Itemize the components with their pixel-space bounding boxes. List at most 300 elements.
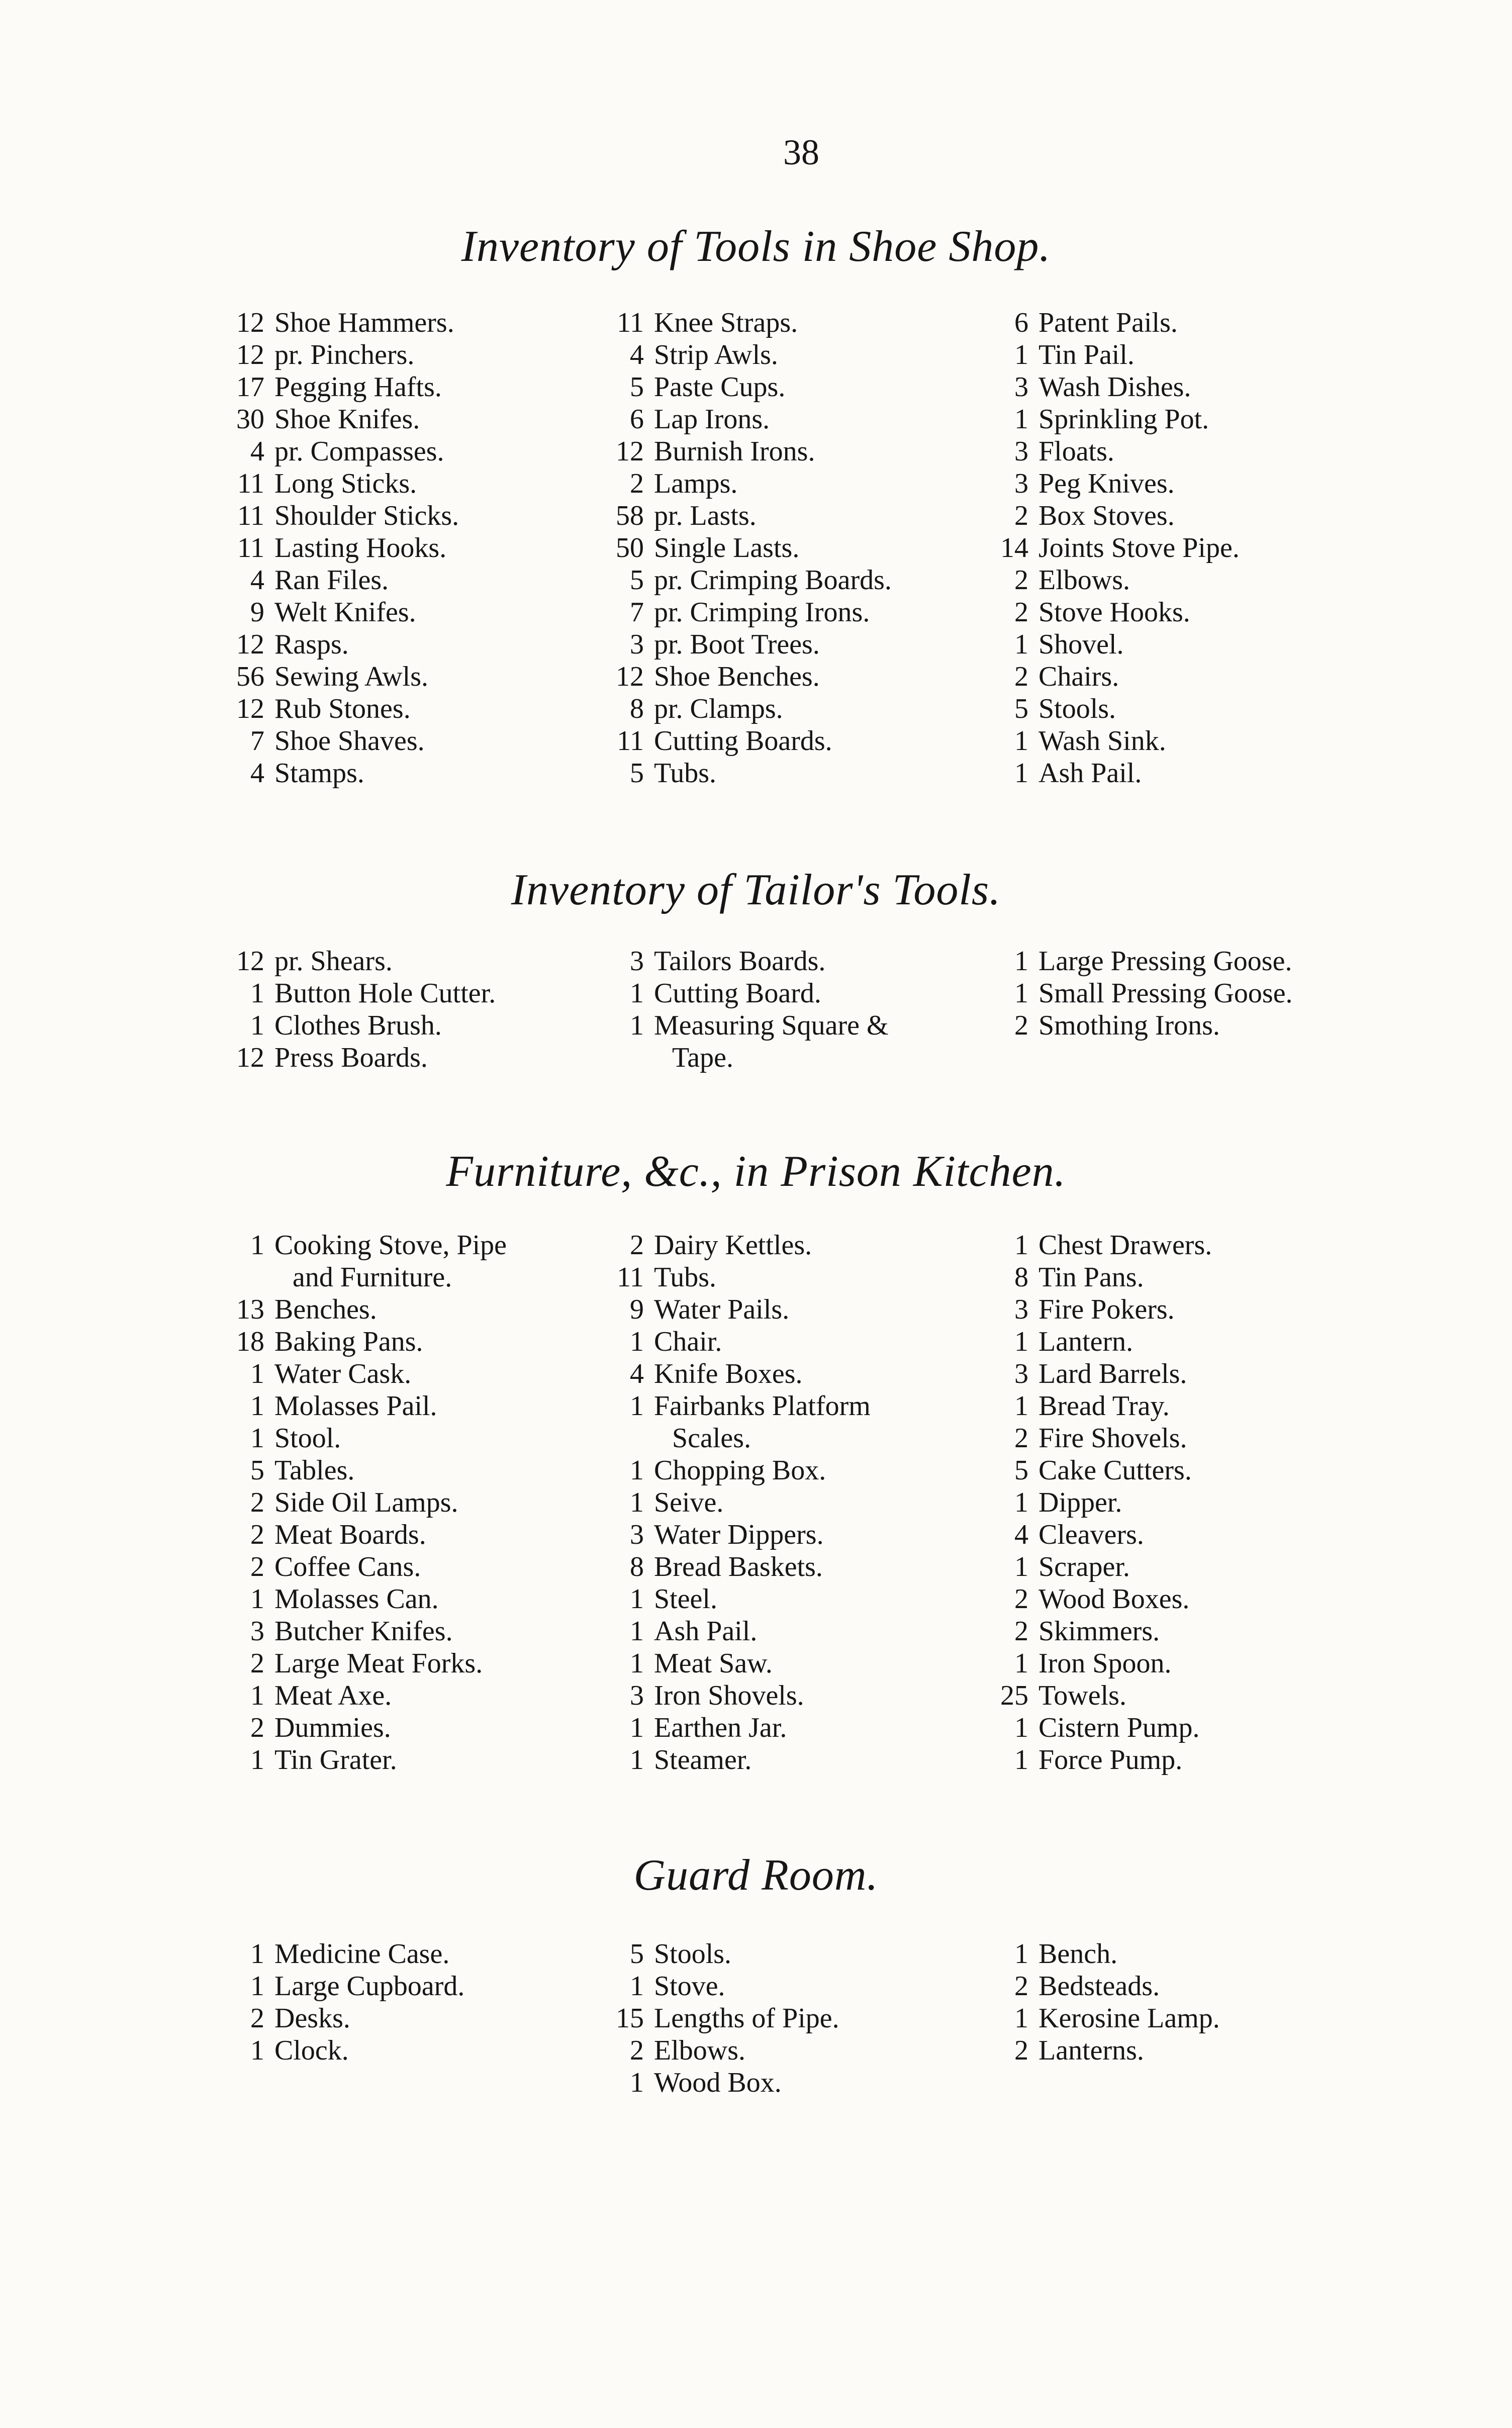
item-quantity: 2 [250,1519,264,1550]
item-quantity: 1 [1014,1487,1028,1518]
inventory-item [596,596,892,628]
item-name: Chest Drawers. [1038,1230,1212,1261]
item-quantity: 3 [630,629,644,660]
inventory-item [596,371,892,403]
item-quantity: 3 [1014,1358,1028,1389]
item-quantity: 8 [630,693,644,724]
item-quantity: 5 [630,371,644,403]
item-quantity: 1 [630,1712,644,1743]
inventory-item [216,1358,507,1390]
item-name: Shoe Shaves. [274,725,425,757]
inventory-item [216,371,459,403]
inventory-item [596,468,892,500]
item-name: Stool. [274,1423,341,1454]
item-name: Ash Pail. [654,1616,758,1647]
inventory-item [980,1261,1212,1293]
inventory-item [216,1422,507,1454]
inventory-item [980,307,1240,339]
item-quantity: 1 [1014,1938,1028,1970]
inventory-item [980,977,1293,1009]
inventory-item [980,500,1240,532]
item-name: Iron Shovels. [654,1680,804,1711]
item-name: Clock. [274,2035,349,2066]
inventory-item [596,757,892,789]
inventory-item [596,1261,871,1293]
item-quantity: 2 [250,1487,264,1518]
item-name: Knife Boxes. [654,1358,803,1389]
inventory-item [216,532,459,564]
item-quantity: 3 [1014,1294,1028,1325]
item-name: Single Lasts. [654,532,800,564]
item-name: pr. Crimping Irons. [654,597,870,628]
item-quantity: 5 [1014,693,1028,724]
item-name: Bench. [1038,1938,1118,1970]
item-quantity: 2 [1014,2035,1028,2066]
section-title: Furniture, &c., in Prison Kitchen. [446,1147,1066,1196]
item-name: Paste Cups. [654,371,786,403]
item-quantity: 58 [616,500,644,531]
inventory-item [980,532,1240,564]
inventory-item [596,403,892,435]
item-quantity: 2 [250,1712,264,1743]
item-name: Scraper. [1038,1551,1130,1582]
inventory-item [216,564,459,596]
inventory-item [596,2002,839,2034]
item-name: Shoe Benches. [654,661,820,692]
item-name: Tape. [672,1042,734,1073]
item-quantity: 5 [630,565,644,596]
inventory-item [216,2002,464,2034]
inventory-item [596,977,889,1009]
item-quantity: 2 [1014,1010,1028,1041]
inventory-item [596,1583,871,1615]
item-quantity: 1 [630,1744,644,1776]
inventory-item [980,1229,1212,1261]
item-name: Scales. [672,1423,751,1454]
item-quantity: 11 [237,500,264,531]
item-quantity: 12 [236,693,264,724]
item-quantity [596,1042,654,1074]
inventory-item [216,1583,507,1615]
item-quantity: 12 [616,436,644,467]
item-name: pr. Clamps. [654,693,783,724]
inventory-item [596,339,892,371]
inventory-item [980,1615,1212,1647]
item-quantity: 1 [1014,629,1028,660]
item-quantity: 3 [1014,468,1028,499]
item-quantity: 2 [1014,500,1028,531]
inventory-item [980,945,1293,977]
item-name: Earthen Jar. [654,1712,787,1743]
item-name: Pegging Hafts. [274,371,442,403]
item-quantity: 3 [1014,371,1028,403]
inventory-item [980,1009,1293,1042]
item-quantity: 5 [1014,1455,1028,1486]
item-quantity: 3 [630,1680,644,1711]
inventory-item [980,1390,1212,1422]
item-quantity: 2 [630,2035,644,2066]
item-quantity: 12 [236,946,264,977]
item-quantity: 2 [630,1230,644,1261]
inventory-column [596,307,892,789]
item-name: Tubs. [654,1262,717,1293]
inventory-item [216,1009,496,1042]
item-quantity: 1 [1014,1390,1028,1422]
item-quantity: 12 [236,1042,264,1073]
item-name: pr. Shears. [274,946,393,977]
inventory-item [596,1422,871,1454]
item-quantity: 8 [1014,1262,1028,1293]
item-name: and Furniture. [293,1262,452,1293]
item-quantity [216,1261,274,1293]
inventory-item [980,1519,1212,1551]
item-name: Dummies. [274,1712,391,1743]
inventory-item [596,725,892,757]
page-number: 38 [783,132,819,172]
item-quantity: 15 [616,2003,644,2034]
item-name: pr. Lasts. [654,500,757,531]
item-quantity: 11 [237,468,264,499]
item-quantity: 1 [250,978,264,1009]
item-name: Lanterns. [1038,2035,1144,2066]
item-name: Elbows. [654,2035,745,2066]
inventory-item [216,307,459,339]
inventory-item [596,1358,871,1390]
inventory-item [596,2067,839,2099]
inventory-column [980,307,1240,789]
item-name: Wash Sink. [1038,725,1166,757]
item-name: Ran Files. [274,565,389,596]
inventory-item [980,725,1240,757]
item-name: Smothing Irons. [1038,1010,1220,1041]
inventory-column [216,1229,507,1776]
inventory-column [980,945,1293,1042]
item-quantity: 1 [1014,946,1028,977]
item-quantity: 1 [1014,339,1028,370]
item-quantity: 13 [236,1294,264,1325]
item-quantity: 1 [1014,2003,1028,2034]
item-quantity: 1 [1014,1648,1028,1679]
item-quantity: 1 [250,1971,264,2002]
item-quantity: 1 [250,1938,264,1970]
item-quantity: 2 [250,1551,264,1582]
inventory-column [216,945,496,1074]
item-name: Stove Hooks. [1038,597,1190,628]
item-name: Press Boards. [274,1042,428,1073]
item-quantity: 4 [1014,1519,1028,1550]
inventory-item [980,1679,1212,1712]
item-quantity: 1 [630,1390,644,1422]
inventory-column [216,307,459,789]
item-quantity: 9 [250,597,264,628]
item-quantity: 8 [630,1551,644,1582]
inventory-item [980,1551,1212,1583]
item-name: Towels. [1038,1680,1126,1711]
item-quantity: 5 [630,758,644,789]
inventory-column [596,1938,839,2099]
item-quantity: 1 [1014,978,1028,1009]
inventory-item [216,468,459,500]
section-title: Guard Room. [633,1851,879,1900]
item-quantity: 6 [1014,307,1028,338]
item-name: Lap Irons. [654,404,770,435]
item-quantity: 2 [1014,565,1028,596]
inventory-item [980,1358,1212,1390]
item-name: Peg Knives. [1038,468,1175,499]
item-quantity: 1 [630,978,644,1009]
item-name: Chairs. [1038,661,1119,692]
inventory-item [980,468,1240,500]
inventory-item [596,1229,871,1261]
inventory-item [596,1519,871,1551]
item-quantity: 4 [250,436,264,467]
item-quantity: 11 [617,307,644,338]
item-name: Box Stoves. [1038,500,1175,531]
inventory-item [596,1009,889,1042]
item-quantity: 2 [250,2003,264,2034]
item-name: Water Cask. [274,1358,412,1389]
item-quantity: 1 [1014,758,1028,789]
item-quantity: 1 [630,1010,644,1041]
item-name: Measuring Square & [654,1010,889,1041]
section-title: Inventory of Tools in Shoe Shop. [461,222,1051,271]
inventory-item [216,1647,507,1679]
item-name: Stools. [654,1938,732,1970]
item-name: Wash Dishes. [1038,371,1191,403]
inventory-item [596,564,892,596]
item-name: Strip Awls. [654,339,778,370]
inventory-item [216,757,459,789]
item-name: Water Dippers. [654,1519,824,1550]
item-name: Tailors Boards. [654,946,826,977]
item-name: Cake Cutters. [1038,1455,1192,1486]
item-name: Shoe Hammers. [274,307,454,338]
inventory-item [216,1293,507,1326]
inventory-item [596,628,892,661]
item-quantity: 1 [630,1326,644,1357]
item-quantity: 1 [250,1583,264,1615]
inventory-item [216,435,459,468]
inventory-item [596,661,892,693]
inventory-column [596,1229,871,1776]
item-name: pr. Boot Trees. [654,629,820,660]
item-quantity: 1 [1014,725,1028,757]
item-quantity: 1 [250,1358,264,1389]
inventory-item [596,532,892,564]
inventory-item [216,1938,464,1970]
item-quantity: 3 [630,1519,644,1550]
inventory-item [596,1744,871,1776]
inventory-item [216,1970,464,2002]
item-name: Steamer. [654,1744,752,1776]
item-name: Bedsteads. [1038,1971,1160,2002]
item-name: Shoulder Sticks. [274,500,459,531]
item-name: Meat Boards. [274,1519,426,1550]
item-quantity: 1 [630,1648,644,1679]
inventory-item [596,693,892,725]
item-name: Benches. [274,1294,377,1325]
inventory-item [216,1390,507,1422]
inventory-item [980,596,1240,628]
inventory-item [980,403,1240,435]
item-quantity: 1 [250,1744,264,1776]
inventory-item [596,1712,871,1744]
item-quantity: 11 [617,1262,644,1293]
inventory-item [216,661,459,693]
item-name: Small Pressing Goose. [1038,978,1293,1009]
inventory-item [980,1744,1212,1776]
inventory-item [596,945,889,977]
item-name: Elbows. [1038,565,1130,596]
item-name: Tin Grater. [274,1744,397,1776]
inventory-item [216,1744,507,1776]
item-name: Dipper. [1038,1487,1122,1518]
inventory-item [980,1712,1212,1744]
inventory-item [980,1326,1212,1358]
item-name: Molasses Can. [274,1583,439,1615]
item-quantity: 5 [250,1455,264,1486]
inventory-item [596,1551,871,1583]
item-quantity: 12 [236,307,264,338]
item-name: Chopping Box. [654,1455,826,1486]
item-quantity: 25 [1000,1680,1028,1711]
item-name: Cistern Pump. [1038,1712,1200,1743]
inventory-item [216,693,459,725]
item-name: Force Pump. [1038,1744,1183,1776]
item-quantity: 1 [630,1583,644,1615]
inventory-item [216,1261,507,1293]
inventory-item [216,1551,507,1583]
item-name: Medicine Case. [274,1938,450,1970]
inventory-column [980,1229,1212,1776]
inventory-item [216,403,459,435]
item-quantity: 14 [1000,532,1028,564]
inventory-item [596,1647,871,1679]
item-quantity: 12 [616,661,644,692]
item-name: Sprinkling Pot. [1038,404,1209,435]
item-quantity: 1 [630,1971,644,2002]
inventory-item [980,2034,1220,2067]
item-quantity: 2 [1014,597,1028,628]
item-quantity: 3 [630,946,644,977]
item-quantity: 1 [250,1390,264,1422]
item-quantity: 56 [236,661,264,692]
section-title: Inventory of Tailor's Tools. [511,866,1001,914]
item-name: Iron Spoon. [1038,1648,1172,1679]
item-quantity: 9 [630,1294,644,1325]
item-name: Lengths of Pipe. [654,2003,839,2034]
inventory-item [596,1042,889,1074]
inventory-item [596,307,892,339]
inventory-item [980,1486,1212,1519]
item-name: Welt Knifes. [274,597,416,628]
item-name: Stove. [654,1971,725,2002]
inventory-item [596,1390,871,1422]
item-name: Burnish Irons. [654,436,815,467]
item-name: Cooking Stove, Pipe [274,1230,507,1261]
inventory-item [596,2034,839,2067]
item-quantity: 11 [617,725,644,757]
inventory-item [216,596,459,628]
inventory-item [596,1938,839,1970]
item-name: Lasting Hooks. [274,532,447,564]
item-quantity: 2 [630,468,644,499]
inventory-item [216,1679,507,1712]
item-quantity [596,1422,654,1454]
item-quantity: 1 [250,1230,264,1261]
item-name: Rub Stones. [274,693,411,724]
item-quantity: 1 [250,1680,264,1711]
item-name: Button Hole Cutter. [274,978,496,1009]
inventory-item [596,1293,871,1326]
item-quantity: 2 [1014,1423,1028,1454]
inventory-item [980,628,1240,661]
inventory-item [596,1970,839,2002]
inventory-item [980,1583,1212,1615]
inventory-item [216,1326,507,1358]
inventory-item [216,1042,496,1074]
inventory-item [596,1615,871,1647]
inventory-item [980,1454,1212,1486]
item-name: Side Oil Lamps. [274,1487,458,1518]
item-name: Fire Shovels. [1038,1423,1187,1454]
item-name: Rasps. [274,629,349,660]
inventory-item [596,1326,871,1358]
item-name: Skimmers. [1038,1616,1160,1647]
item-name: Large Meat Forks. [274,1648,483,1679]
item-quantity: 1 [630,1616,644,1647]
item-quantity: 4 [250,565,264,596]
item-name: Chair. [654,1326,722,1357]
item-quantity: 1 [250,2035,264,2066]
item-name: Joints Stove Pipe. [1038,532,1240,564]
item-quantity: 3 [1014,436,1028,467]
inventory-item [216,500,459,532]
item-quantity: 2 [1014,1971,1028,2002]
item-quantity: 2 [1014,1583,1028,1615]
item-quantity: 2 [250,1648,264,1679]
item-quantity: 1 [1014,1551,1028,1582]
item-quantity: 1 [1014,1712,1028,1743]
item-quantity: 12 [236,629,264,660]
item-name: Coffee Cans. [274,1551,421,1582]
item-name: Long Sticks. [274,468,417,499]
item-name: Sewing Awls. [274,661,429,692]
inventory-item [216,339,459,371]
item-quantity: 1 [630,2067,644,2098]
inventory-item [216,1519,507,1551]
item-quantity: 4 [630,339,644,370]
item-name: Cleavers. [1038,1519,1144,1550]
item-name: Lamps. [654,468,738,499]
item-name: Wood Box. [654,2067,782,2098]
item-name: Bread Tray. [1038,1390,1170,1422]
item-name: Meat Saw. [654,1648,773,1679]
item-name: Steel. [654,1583,717,1615]
item-name: Tin Pans. [1038,1262,1144,1293]
item-quantity: 50 [616,532,644,564]
item-name: Meat Axe. [274,1680,392,1711]
inventory-item [980,1647,1212,1679]
item-quantity: 1 [1014,404,1028,435]
item-quantity: 18 [236,1326,264,1357]
item-name: Cutting Board. [654,978,821,1009]
item-quantity: 2 [1014,661,1028,692]
inventory-item [596,1679,871,1712]
item-name: Clothes Brush. [274,1010,442,1041]
inventory-column [216,1938,464,2067]
item-name: Tin Pail. [1038,339,1135,370]
